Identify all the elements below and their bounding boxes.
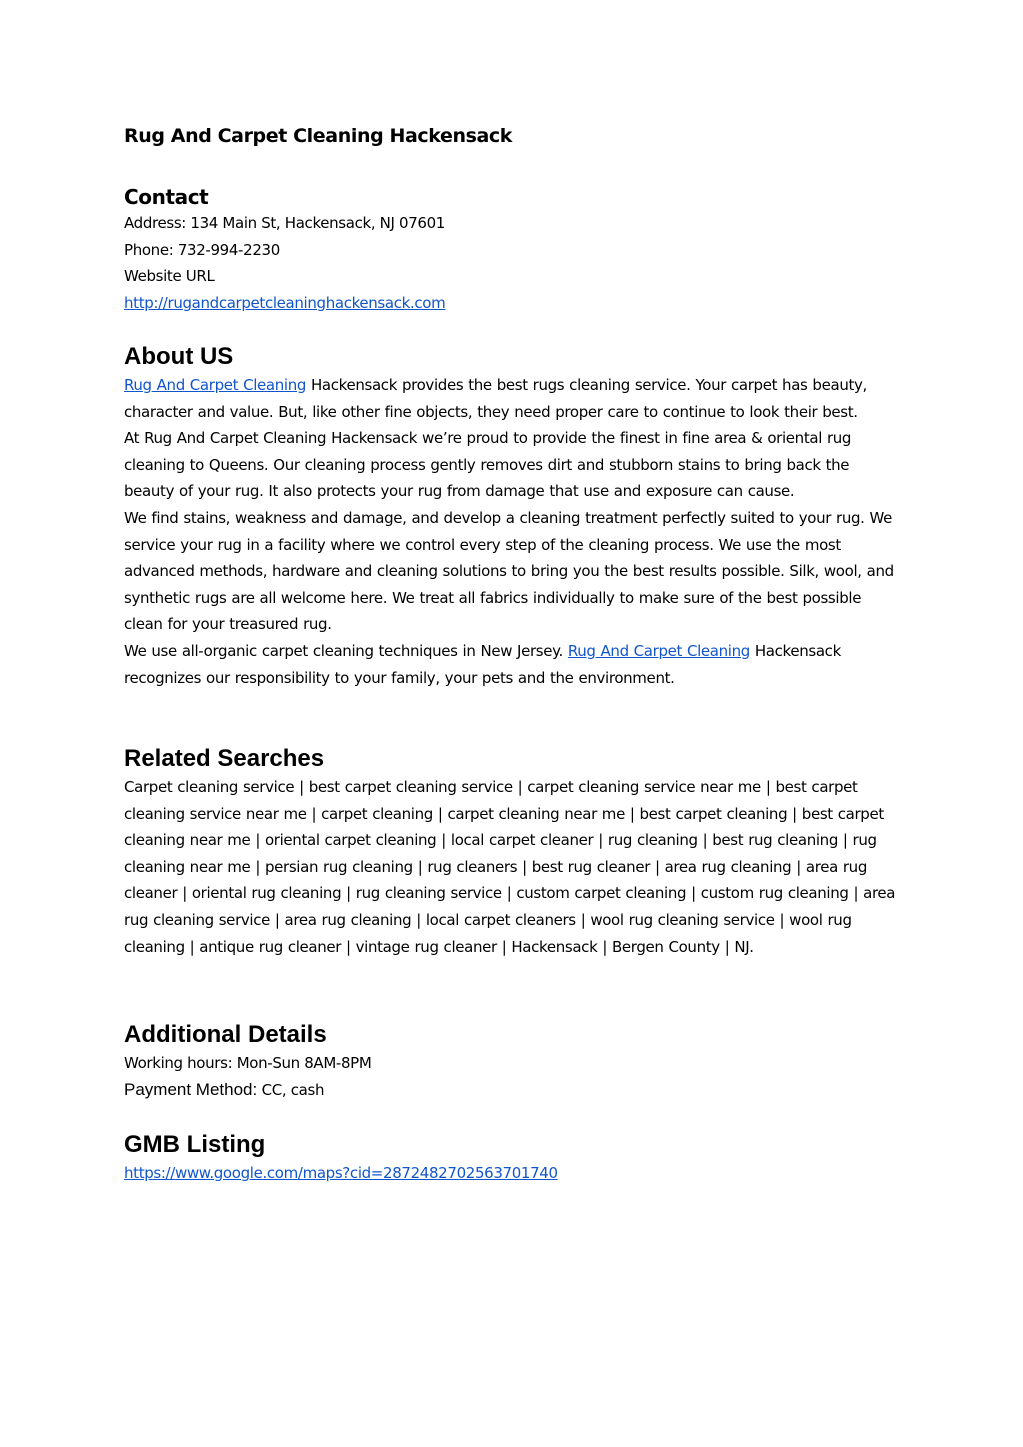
about-paragraph-4-after: Hackensack recognizes our responsibility to your family, your pets and the environment. [124, 641, 841, 687]
contact-address: Address: 134 Main St, Hackensack, NJ 07601 [124, 214, 445, 232]
website-label: Website URL [124, 267, 215, 286]
about-paragraph-3: We find stains, weakness and damage, and develop a cleaning treatment perfectly suited to your rug. We service your rug in a facility where we control every step of the cleaning process. We use the most advanced methods, hardware and cleaning solutions to bring you the best results possible. Silk, wool, and synthetic rugs are all welcome here. We treat all fabrics individually to make sure of the best possible clean for your treasured rug. [124, 508, 894, 634]
about-heading: About US [124, 343, 234, 370]
related-searches-text: Carpet cleaning service | best carpet cleaning service | carpet cleaning service near me | best carpet cleaning service near me | carpet cleaning | carpet cleaning near me | best carpet cleaning | best carpet cleaning near me | oriental carpet cleaning | local carpet cleaner | rug cleaning | best rug cleaning | rug cleaning near me | persian rug cleaning | rug cleaners | best rug cleaner | area rug cleaning | area rug cleaner | oriental rug cleaning | rug cleaning service | custom carpet cleaning | custom rug cleaning | area rug cleaning service | area rug cleaning | local carpet cleaners | wool rug cleaning service | wool rug cleaning | antique rug cleaner | vintage rug cleaner | Hackensack | Bergen County | NJ. [124, 778, 896, 956]
about-link-1[interactable]: Rug And Carpet Cleaning [124, 376, 307, 394]
about-paragraph-1 [124, 372, 904, 425]
payment-method-label: Payment Method: [124, 1079, 258, 1099]
related-searches-section [124, 744, 904, 960]
gmb-listing-heading: GMB Listing [124, 1131, 266, 1158]
about-paragraph-2: At Rug And Carpet Cleaning Hackensack we’re proud to provide the finest in fine area & oriental rug cleaning to Queens. Our cleaning process gently removes dirt and stubborn stains to bring back the beauty of your rug. It also protects your rug from damage that use and exposure can cause. [124, 429, 852, 501]
gmb-listing-link[interactable]: https://www.google.com/maps?cid=2872482702563701740 [124, 1164, 558, 1182]
additional-details-heading: Additional Details [124, 1021, 327, 1048]
document-title: Rug And Carpet Cleaning Hackensack [124, 125, 513, 147]
about-link-2[interactable]: Rug And Carpet Cleaning [567, 641, 750, 660]
about-paragraph-4-before: We use all-organic carpet cleaning techniques in New Jersey. [124, 641, 568, 660]
gmb-listing-section [124, 1130, 904, 1187]
about-paragraph-1-text: Hackensack provides the best rugs cleaning service. Your carpet has beauty, character and value. But, like other fine objects, they need proper care to continue to look their best. [124, 376, 867, 421]
about-paragraph-4 [124, 638, 904, 691]
contact-section [124, 184, 904, 316]
contact-heading: Contact [124, 185, 209, 209]
payment-method-value: CC, cash [257, 1080, 325, 1099]
website-link[interactable]: http://rugandcarpetcleaninghackensack.com [124, 293, 446, 312]
contact-phone: Phone: 732-994-2230 [124, 240, 280, 259]
related-searches-heading: Related Searches [124, 745, 325, 772]
payment-method [124, 1077, 904, 1104]
additional-details-section [124, 1020, 904, 1103]
working-hours: Working hours: Mon-Sun 8AM-8PM [124, 1054, 372, 1072]
about-section [124, 342, 904, 691]
